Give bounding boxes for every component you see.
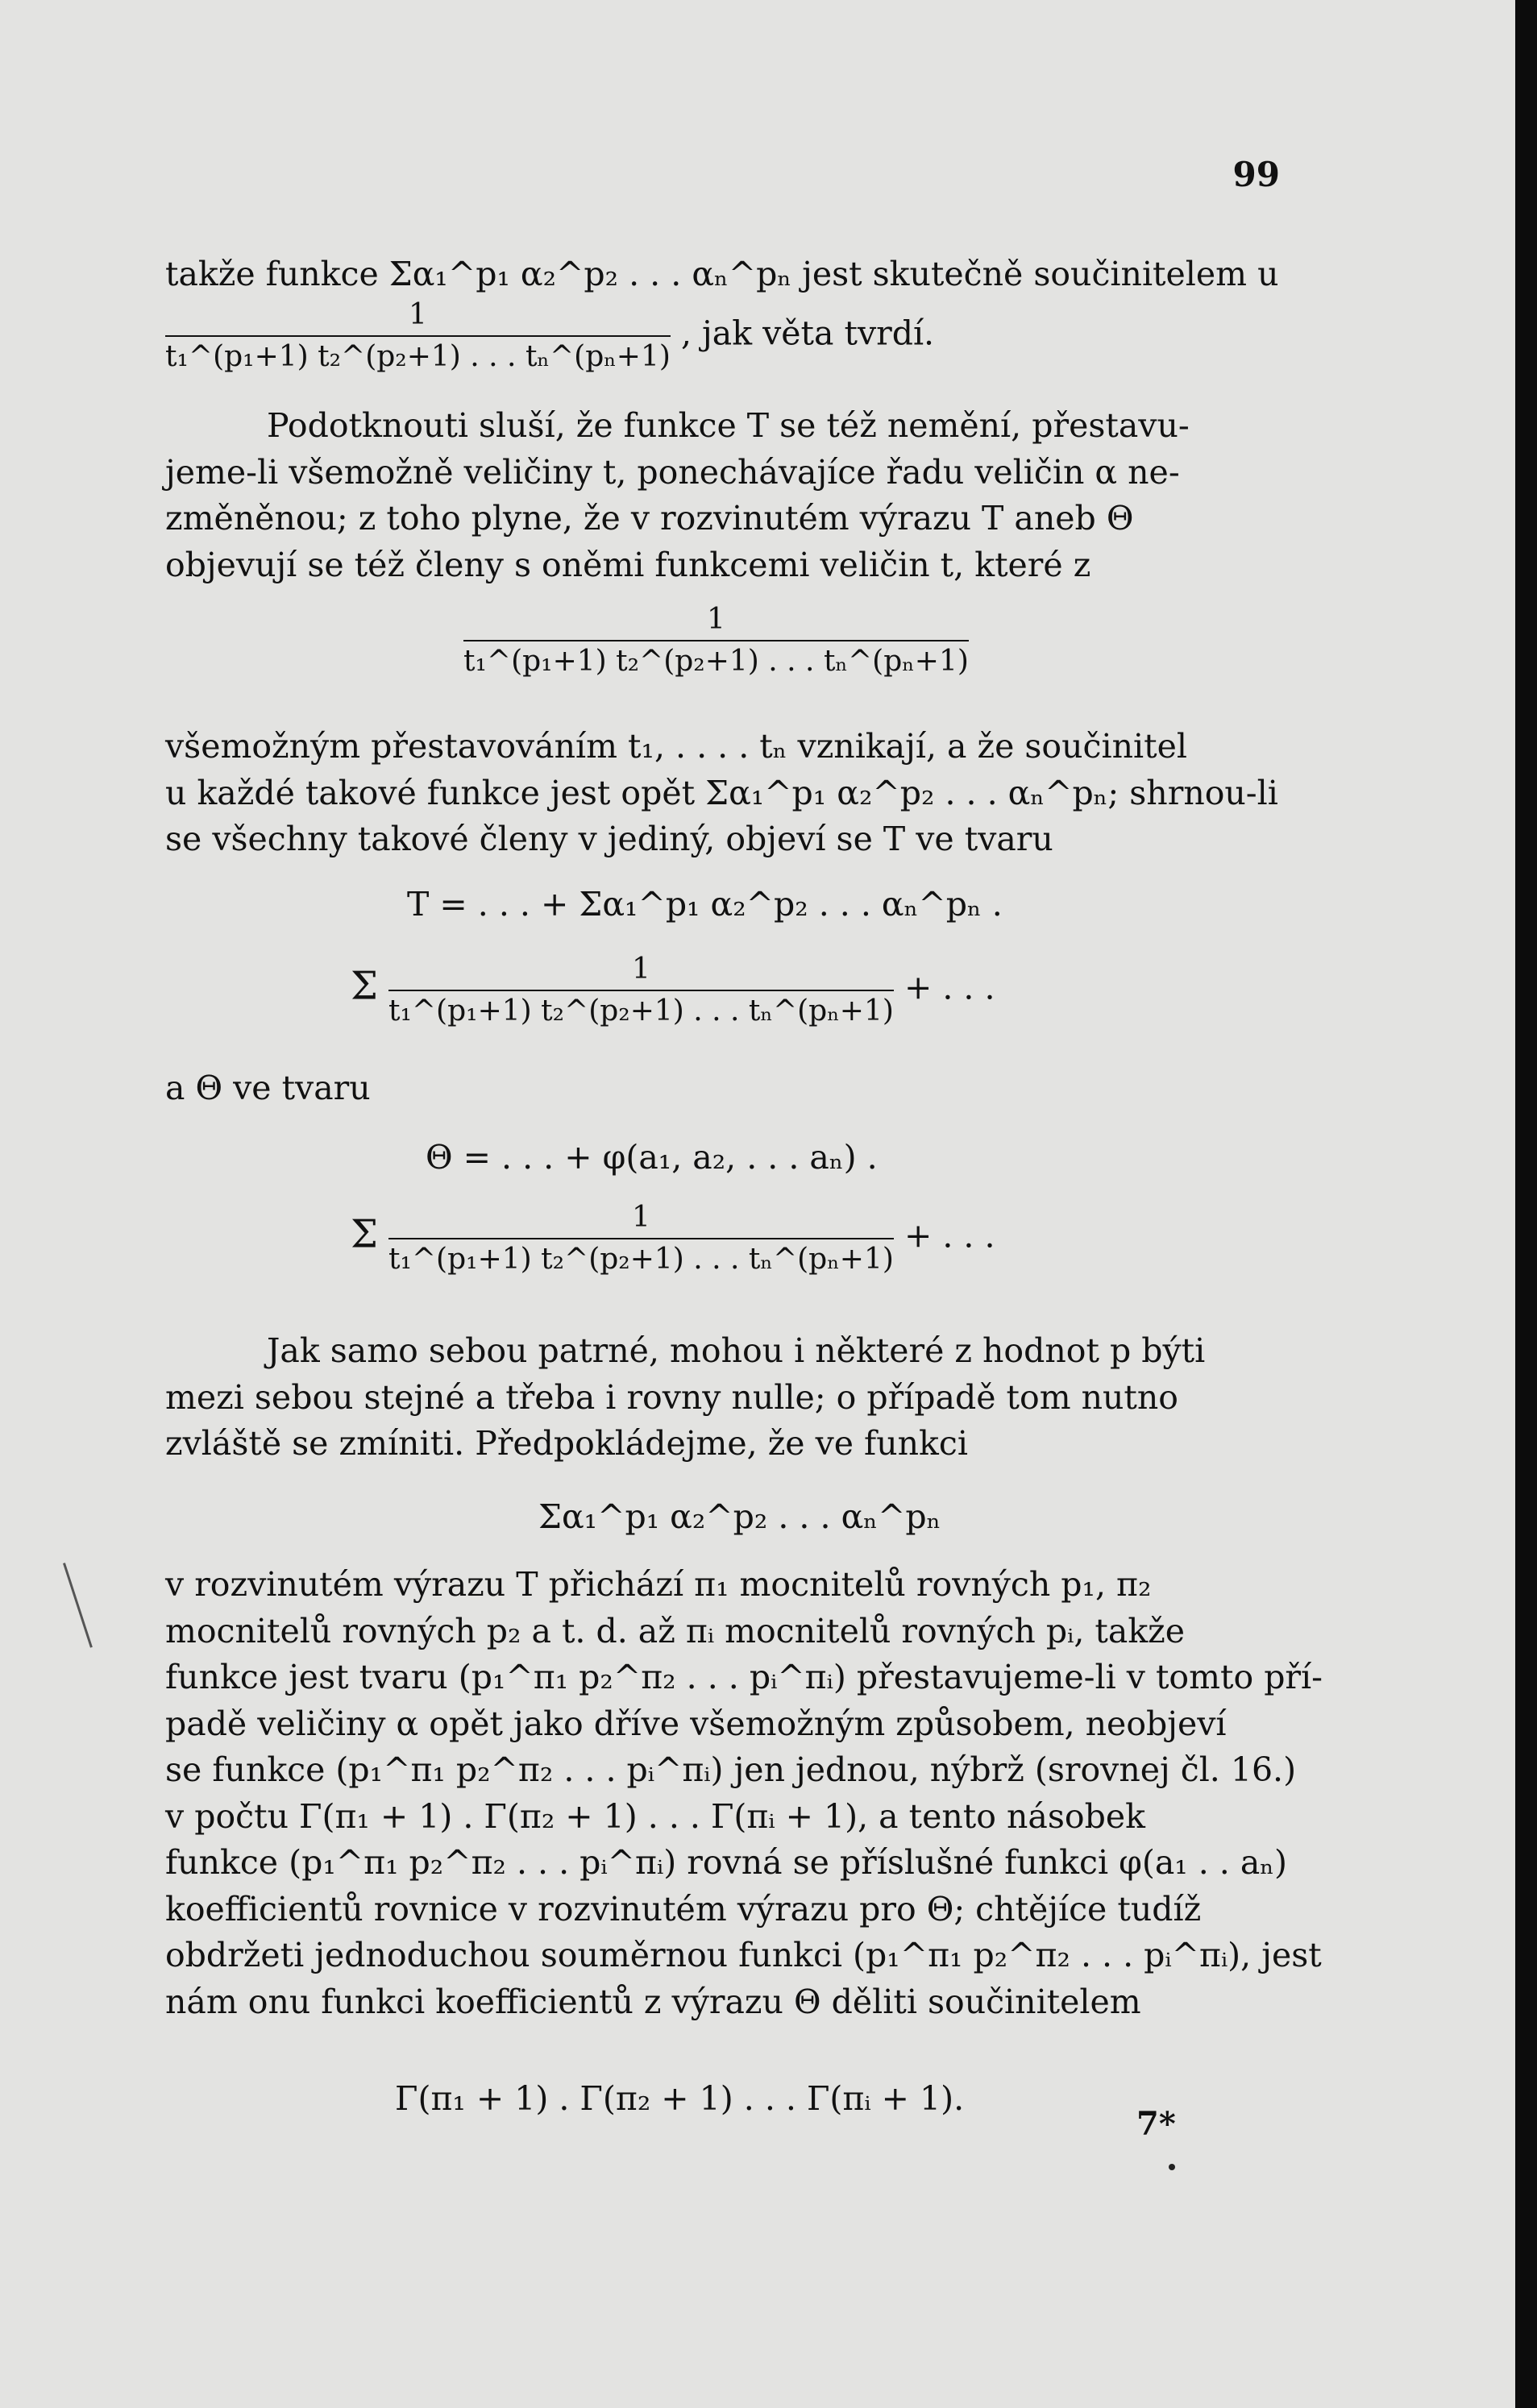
dark-page-edge <box>1515 0 1537 2408</box>
fraction-numerator: 1 <box>165 298 671 337</box>
equation-theta-line2 <box>351 1201 995 1277</box>
signature-mark: 7* <box>1136 2105 1176 2143</box>
text-line: nám onu funkci koefficientů z výrazu Θ děliti součinitelem <box>165 1982 1141 2021</box>
fraction <box>388 953 894 1028</box>
text-line: objevují se též členy s oněmi funkcemi veličin t, které z <box>165 545 1091 584</box>
equation-T-line1: T = . . . + Σα₁^p₁ α₂^p₂ . . . αₙ^pₙ . <box>407 885 1003 924</box>
page-number: 99 <box>1232 155 1280 194</box>
fraction <box>165 298 671 374</box>
fraction-denominator: t₁^(p₁+1) t₂^(p₂+1) . . . tₙ^(pₙ+1) <box>463 645 969 678</box>
text-line: jeme-li všemožně veličiny t, ponechávajíce řadu veličin α ne- <box>165 452 1180 492</box>
text-line: všemožným přestavováním t₁, . . . . tₙ vznikají, a že součinitel <box>165 727 1187 766</box>
text-line: obdržeti jednoduchou souměrnou funkci (p₁^π₁ p₂^π₂ . . . pᵢ^πᵢ), jest <box>165 1936 1322 1974</box>
paragraph-4 <box>165 1065 1277 1112</box>
text-line: se funkce (p₁^π₁ p₂^π₂ . . . pᵢ^πᵢ) jen jednou, nýbrž (srovnej čl. 16.) <box>165 1750 1297 1789</box>
text-line: mocnitelů rovných p₂ a t. d. až πᵢ mocnitelů rovných pᵢ, takže <box>165 1611 1186 1650</box>
fraction-numerator: 1 <box>388 1201 894 1239</box>
text-line: změněnou; z toho plyne, že v rozvinutém výrazu T aneb Θ <box>165 499 1134 538</box>
equation-gamma-product: Γ(π₁ + 1) . Γ(π₂ + 1) . . . Γ(πᵢ + 1). <box>395 2079 965 2118</box>
paragraph-3 <box>165 724 1277 863</box>
fraction-denominator: t₁^(p₁+1) t₂^(p₂+1) . . . tₙ^(pₙ+1) <box>388 1243 894 1276</box>
text-line: u každé takové funkce jest opět Σα₁^p₁ α₂^p₂ . . . αₙ^pₙ; shrnou-li <box>165 773 1278 812</box>
equation-T-line2 <box>351 953 995 1028</box>
text-line: takže funkce Σα₁^p₁ α₂^p₂ . . . αₙ^pₙ jest skutečně součinitelem u <box>165 255 1279 293</box>
fraction-numerator: 1 <box>463 603 969 641</box>
text-line: Podotknouti sluší, že funkce T se též nemění, přestavu- <box>267 406 1190 445</box>
text-line: funkce jest tvaru (p₁^π₁ p₂^π₂ . . . pᵢ^πᵢ) přestavujeme-li v tomto pří- <box>165 1658 1323 1696</box>
text-line: koefficientů rovnice v rozvinutém výrazu pro Θ; chtějíce tudíž <box>165 1889 1202 1928</box>
text-line: se všechny takové členy v jediný, objeví se T ve tvaru <box>165 820 1053 858</box>
text-line: Jak samo sebou patrné, mohou i některé z hodnot p býti <box>267 1331 1206 1370</box>
text-line: v rozvinutém výrazu T přichází π₁ mocnitelů rovných p₁, π₂ <box>165 1565 1152 1604</box>
text-line: mezi sebou stejné a třeba i rovny nulle; o případě tom nutno <box>165 1377 1178 1417</box>
text-line: funkce (p₁^π₁ p₂^π₂ . . . pᵢ^πᵢ) rovná se příslušné funkci φ(a₁ . . aₙ) <box>165 1843 1288 1882</box>
text-line: a Θ ve tvaru <box>165 1069 371 1107</box>
fraction <box>463 603 969 679</box>
sigma-symbol: Σ <box>351 1211 378 1257</box>
fraction-numerator: 1 <box>388 953 894 991</box>
fraction-denominator: t₁^(p₁+1) t₂^(p₂+1) . . . tₙ^(pₙ+1) <box>388 994 894 1028</box>
text-fragment: , jak věta tvrdí. <box>680 313 935 352</box>
paragraph-2 <box>165 403 1277 588</box>
plus-ellipsis: + . . . <box>904 1216 995 1256</box>
paragraph-6 <box>165 1562 1323 2025</box>
text-line: zvláště se zmíniti. Předpokládejme, že ve funkci <box>165 1424 968 1463</box>
text-line: padě veličiny α opět jako dříve všemožným způsobem, neobjeví <box>165 1704 1227 1743</box>
fraction <box>388 1201 894 1277</box>
text-line: v počtu Γ(π₁ + 1) . Γ(π₂ + 1) . . . Γ(πᵢ + 1), a tento násobek <box>165 1796 1145 1836</box>
fraction-denominator: t₁^(p₁+1) t₂^(p₂+1) . . . tₙ^(pₙ+1) <box>165 339 671 373</box>
equation-theta-line1: Θ = . . . + φ(a₁, a₂, . . . aₙ) . <box>426 1138 878 1177</box>
margin-mark <box>63 1563 93 1648</box>
sigma-symbol: Σ <box>351 963 378 1009</box>
printer-dot <box>1169 2164 1175 2170</box>
equation-sum: Σα₁^p₁ α₂^p₂ . . . αₙ^pₙ <box>538 1497 941 1536</box>
equation-fraction-1 <box>463 603 969 679</box>
paragraph-5 <box>165 1328 1277 1468</box>
plus-ellipsis: + . . . <box>904 968 995 1007</box>
